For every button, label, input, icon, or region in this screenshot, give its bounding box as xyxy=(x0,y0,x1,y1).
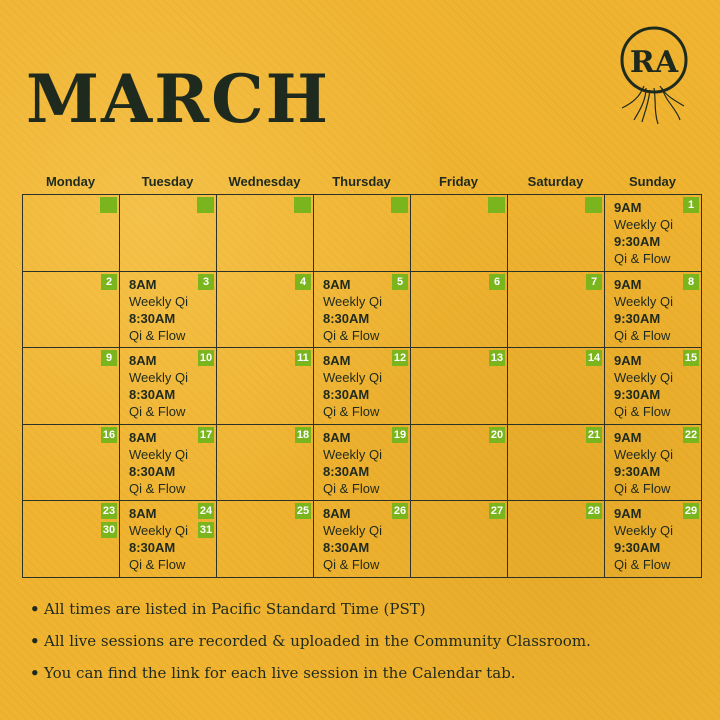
date-badge xyxy=(197,197,214,213)
note-text: All live sessions are recorded & uploaded in the Community Classroom. xyxy=(44,632,591,650)
weekday-saturday: Saturday xyxy=(527,174,584,189)
weekday-thursday: Thursday xyxy=(332,174,391,189)
event-time: 8AM xyxy=(323,429,351,445)
calendar-day-cell[interactable] xyxy=(22,347,120,425)
event-list xyxy=(614,199,673,267)
event-list xyxy=(129,429,188,497)
calendar-day-cell[interactable] xyxy=(507,347,605,425)
event-name: Qi & Flow xyxy=(323,327,380,343)
event-time: 8:30AM xyxy=(323,310,370,326)
event-name: Qi & Flow xyxy=(129,404,186,420)
event-name: Qi & Flow xyxy=(129,327,186,343)
calendar-day-cell[interactable] xyxy=(313,500,411,578)
calendar-day-cell[interactable] xyxy=(119,194,217,272)
event-name: Qi & Flow xyxy=(129,480,186,496)
event-time: 8:30AM xyxy=(323,387,370,403)
event-list xyxy=(129,505,188,573)
event-time: 8:30AM xyxy=(129,463,176,479)
event-name: Weekly Qi xyxy=(614,370,673,386)
date-badge: 13 xyxy=(490,352,504,365)
calendar-day-cell[interactable] xyxy=(313,194,411,272)
weekday-tuesday: Tuesday xyxy=(141,174,194,189)
event-list xyxy=(614,429,673,497)
event-time: 9:30AM xyxy=(614,310,661,326)
calendar-day-cell[interactable] xyxy=(22,500,120,578)
event-time: 9:30AM xyxy=(614,540,661,556)
date-badge: 23 xyxy=(102,505,116,518)
date-badge xyxy=(100,197,117,213)
event-time: 8:30AM xyxy=(323,463,370,479)
calendar-day-cell[interactable] xyxy=(216,271,314,349)
page-title: MARCH xyxy=(26,60,331,138)
event-name: Qi & Flow xyxy=(614,557,671,573)
event-time: 9:30AM xyxy=(614,463,661,479)
date-badge: 17 xyxy=(199,428,213,441)
calendar-day-cell[interactable] xyxy=(22,424,120,502)
event-name: Weekly Qi xyxy=(129,370,188,386)
date-badge: 7 xyxy=(586,274,602,290)
calendar-day-cell[interactable] xyxy=(410,271,508,349)
event-name: Qi & Flow xyxy=(323,480,380,496)
date-badge: 22 xyxy=(684,428,698,441)
event-name: Weekly Qi xyxy=(323,370,382,386)
date-badge: 4 xyxy=(295,274,311,290)
date-badge: 29 xyxy=(684,505,698,518)
event-time: 9AM xyxy=(614,200,642,215)
calendar-day-cell[interactable] xyxy=(216,500,314,578)
event-name: Weekly Qi xyxy=(129,446,188,462)
calendar-day-cell[interactable] xyxy=(119,347,217,425)
calendar-day-cell[interactable] xyxy=(313,424,411,502)
event-list xyxy=(323,505,382,573)
event-list xyxy=(129,276,188,344)
date-badge: 26 xyxy=(393,505,407,518)
weekday-sunday: Sunday xyxy=(629,174,676,189)
note-item: • All times are listed in Pacific Standard Time (PST) xyxy=(30,600,426,618)
calendar-day-cell[interactable] xyxy=(313,347,411,425)
calendar-day-cell[interactable] xyxy=(410,194,508,272)
calendar-day-cell[interactable] xyxy=(216,347,314,425)
event-time: 9AM xyxy=(614,429,642,445)
event-time: 8:30AM xyxy=(129,387,176,403)
date-badge: 2 xyxy=(101,274,117,290)
date-badge xyxy=(585,197,602,213)
calendar-day-cell[interactable] xyxy=(216,194,314,272)
event-name: Qi & Flow xyxy=(323,404,380,420)
event-time: 8:30AM xyxy=(129,540,176,556)
weekday-monday: Monday xyxy=(45,174,96,189)
calendar-day-cell[interactable] xyxy=(604,424,702,502)
event-name: Qi & Flow xyxy=(614,327,671,343)
event-list xyxy=(323,429,382,497)
date-badge: 25 xyxy=(296,505,310,518)
event-name: Weekly Qi xyxy=(614,446,673,462)
date-badge: 5 xyxy=(392,274,408,290)
calendar-day-cell[interactable] xyxy=(22,194,120,272)
event-time: 9AM xyxy=(614,276,642,292)
logo-icon xyxy=(604,16,704,126)
event-name: Qi & Flow xyxy=(614,480,671,496)
date-badge: 14 xyxy=(587,352,601,365)
event-name: Qi & Flow xyxy=(323,557,380,573)
event-name: Qi & Flow xyxy=(129,557,186,573)
date-badge xyxy=(488,197,505,213)
date-badge: 15 xyxy=(684,352,698,365)
date-badge: 31 xyxy=(199,524,213,537)
event-time: 8AM xyxy=(323,276,351,292)
date-badge: 16 xyxy=(102,428,116,441)
event-time: 8AM xyxy=(129,429,157,445)
event-time: 8AM xyxy=(129,276,157,292)
calendar-day-cell[interactable] xyxy=(604,500,702,578)
event-time: 8AM xyxy=(323,353,351,369)
event-time: 9AM xyxy=(614,353,642,369)
event-time: 9:30AM xyxy=(614,387,661,403)
calendar-day-cell[interactable] xyxy=(410,500,508,578)
date-badge: 10 xyxy=(199,352,213,365)
date-badge: 20 xyxy=(490,428,504,441)
note-item: • All live sessions are recorded & uploaded in the Community Classroom. xyxy=(30,632,591,650)
event-name: Weekly Qi xyxy=(129,523,188,539)
note-text: You can find the link for each live session in the Calendar tab. xyxy=(44,664,516,682)
event-time: 8:30AM xyxy=(323,540,370,556)
event-time: 8AM xyxy=(129,353,157,369)
date-badge: 12 xyxy=(393,352,407,365)
notes-list xyxy=(30,597,710,693)
event-name: Weekly Qi xyxy=(323,523,382,539)
event-name: Qi & Flow xyxy=(614,251,671,266)
event-time: 9AM xyxy=(614,506,642,522)
calendar-day-cell[interactable] xyxy=(507,271,605,349)
event-name: Weekly Qi xyxy=(614,523,673,539)
event-time: 8:30AM xyxy=(129,310,176,326)
calendar-day-cell[interactable] xyxy=(604,194,702,272)
calendar-day-cell[interactable] xyxy=(22,271,120,349)
calendar-day-cell[interactable] xyxy=(216,424,314,502)
event-list xyxy=(614,352,673,420)
event-time: 8AM xyxy=(129,506,157,522)
calendar-day-cell[interactable] xyxy=(119,424,217,502)
date-badge: 3 xyxy=(198,274,214,290)
date-badge: 8 xyxy=(683,274,699,290)
event-time: 9:30AM xyxy=(614,234,661,249)
calendar-day-cell[interactable] xyxy=(119,500,217,578)
calendar-day-cell[interactable] xyxy=(604,347,702,425)
event-name: Weekly Qi xyxy=(129,293,188,309)
weekday-wednesday: Wednesday xyxy=(228,174,301,189)
date-badge: 30 xyxy=(102,524,116,537)
event-name: Qi & Flow xyxy=(614,404,671,420)
date-badge: 9 xyxy=(101,350,117,366)
event-list xyxy=(614,505,673,573)
weekday-friday: Friday xyxy=(438,174,478,189)
calendar-day-cell[interactable] xyxy=(604,271,702,349)
date-badge: 6 xyxy=(489,274,505,290)
date-badge: 28 xyxy=(587,505,601,518)
date-badge xyxy=(391,197,408,213)
weekday-header xyxy=(22,174,700,194)
svg-text:RA: RA xyxy=(629,45,679,80)
calendar-grid xyxy=(22,194,701,577)
date-badge: 24 xyxy=(199,505,213,518)
date-badge: 27 xyxy=(490,505,504,518)
event-name: Weekly Qi xyxy=(323,293,382,309)
event-list xyxy=(323,276,382,344)
date-badge: 19 xyxy=(393,428,407,441)
calendar-day-cell[interactable] xyxy=(507,424,605,502)
calendar-day-cell[interactable] xyxy=(507,500,605,578)
calendar-day-cell[interactable] xyxy=(507,194,605,272)
calendar-day-cell[interactable] xyxy=(410,347,508,425)
event-name: Weekly Qi xyxy=(614,217,673,232)
event-name: Weekly Qi xyxy=(323,446,382,462)
date-badge: 18 xyxy=(296,428,310,441)
date-badge xyxy=(294,197,311,213)
date-badge: 11 xyxy=(295,350,311,366)
calendar-day-cell[interactable] xyxy=(313,271,411,349)
event-name: Weekly Qi xyxy=(614,293,673,309)
event-list xyxy=(614,276,673,344)
note-item: • You can find the link for each live session in the Calendar tab. xyxy=(30,664,516,682)
note-text: All times are listed in Pacific Standard Time (PST) xyxy=(44,600,426,618)
event-list xyxy=(129,352,188,420)
calendar-day-cell[interactable] xyxy=(410,424,508,502)
date-badge: 1 xyxy=(683,197,699,213)
date-badge: 21 xyxy=(587,428,601,441)
event-list xyxy=(323,352,382,420)
event-time: 8AM xyxy=(323,506,351,522)
calendar-day-cell[interactable] xyxy=(119,271,217,349)
